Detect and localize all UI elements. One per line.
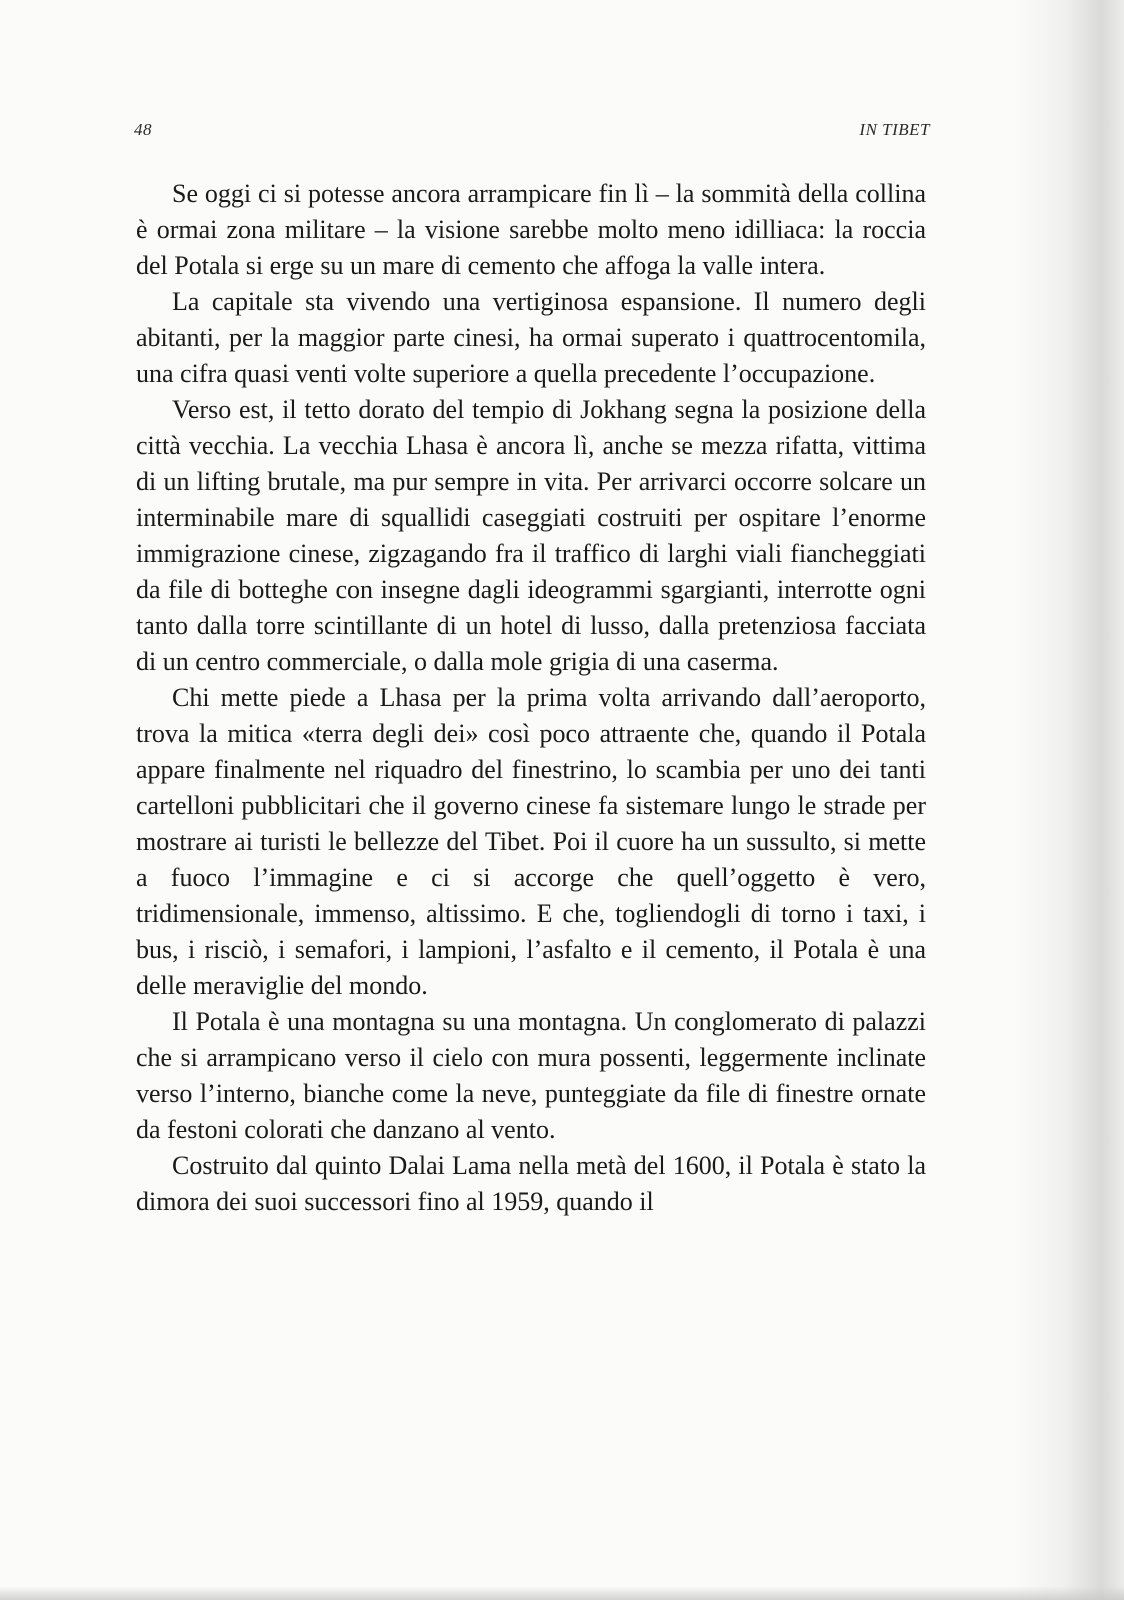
running-head bbox=[134, 120, 930, 146]
scan-bottom-edge bbox=[0, 1586, 1124, 1600]
paragraph: Verso est, il tetto dorato del tempio di Jokhang segna la posizione della città vecchia. La vecchia Lhasa è ancora lì, anche se mezza rifatta, vittima di un lifting brutale, ma pur sempre in vita. Per arrivarci occorre solcare un interminabile mare di squallidi caseggiati costruiti per ospitare l’enorme immigrazione cinese, zigzagando fra il traffico di larghi viali fiancheggiati da file di botteghe con insegne dagli ideogrammi sgargianti, interrotte ogni tanto dalla torre scintillante di un hotel di lusso, dalla pretenziosa facciata di un centro commerciale, o dalla mole grigia di una caserma. bbox=[136, 395, 926, 676]
paragraph: Se oggi ci si potesse ancora arrampicare fin lì – la sommità della collina è ormai zona militare – la visione sarebbe molto meno idilliaca: la roccia del Potala si erge su un mare di cemento che affoga la valle intera. bbox=[136, 179, 926, 280]
paragraph: Il Potala è una montagna su una montagna. Un conglomerato di palazzi che si arrampicano verso il cielo con mura possenti, leggermente inclinate verso l’interno, bianche come la neve, punteggiate da file di finestre ornate da festoni colorati che danzano al vento. bbox=[136, 1007, 926, 1144]
body-text bbox=[136, 176, 926, 1220]
page-number: 48 bbox=[134, 120, 152, 139]
paragraph: Chi mette piede a Lhasa per la prima volta arrivando dall’aeroporto, trova la mitica «terra degli dei» così poco attraente che, quando il Potala appare finalmente nel riquadro del finestrino, lo scambia per uno dei tanti cartelloni pubblicitari che il governo cinese fa sistemare lungo le strade per mostrare ai turisti le bellezze del Tibet. Poi il cuore ha un sussulto, si mette a fuoco l’immagine e ci si accorge che quell’oggetto è vero, tridimensionale, immenso, altissimo. E che, togliendogli di torno i taxi, i bus, i risciò, i semafori, i lampioni, l’asfalto e il cemento, il Potala è una delle meraviglie del mondo. bbox=[136, 683, 926, 1000]
paragraph: La capitale sta vivendo una vertiginosa espansione. Il numero degli abitanti, per la maggior parte cinesi, ha ormai superato i quattrocentomila, una cifra quasi venti volte superiore a quella precedente l’occupazione. bbox=[136, 287, 926, 388]
paragraph: Costruito dal quinto Dalai Lama nella metà del 1600, il Potala è stato la dimora dei suoi successori fino al 1959, quando il bbox=[136, 1151, 926, 1216]
running-title: IN TIBET bbox=[859, 120, 930, 139]
scan-gutter-shadow bbox=[1014, 0, 1124, 1600]
